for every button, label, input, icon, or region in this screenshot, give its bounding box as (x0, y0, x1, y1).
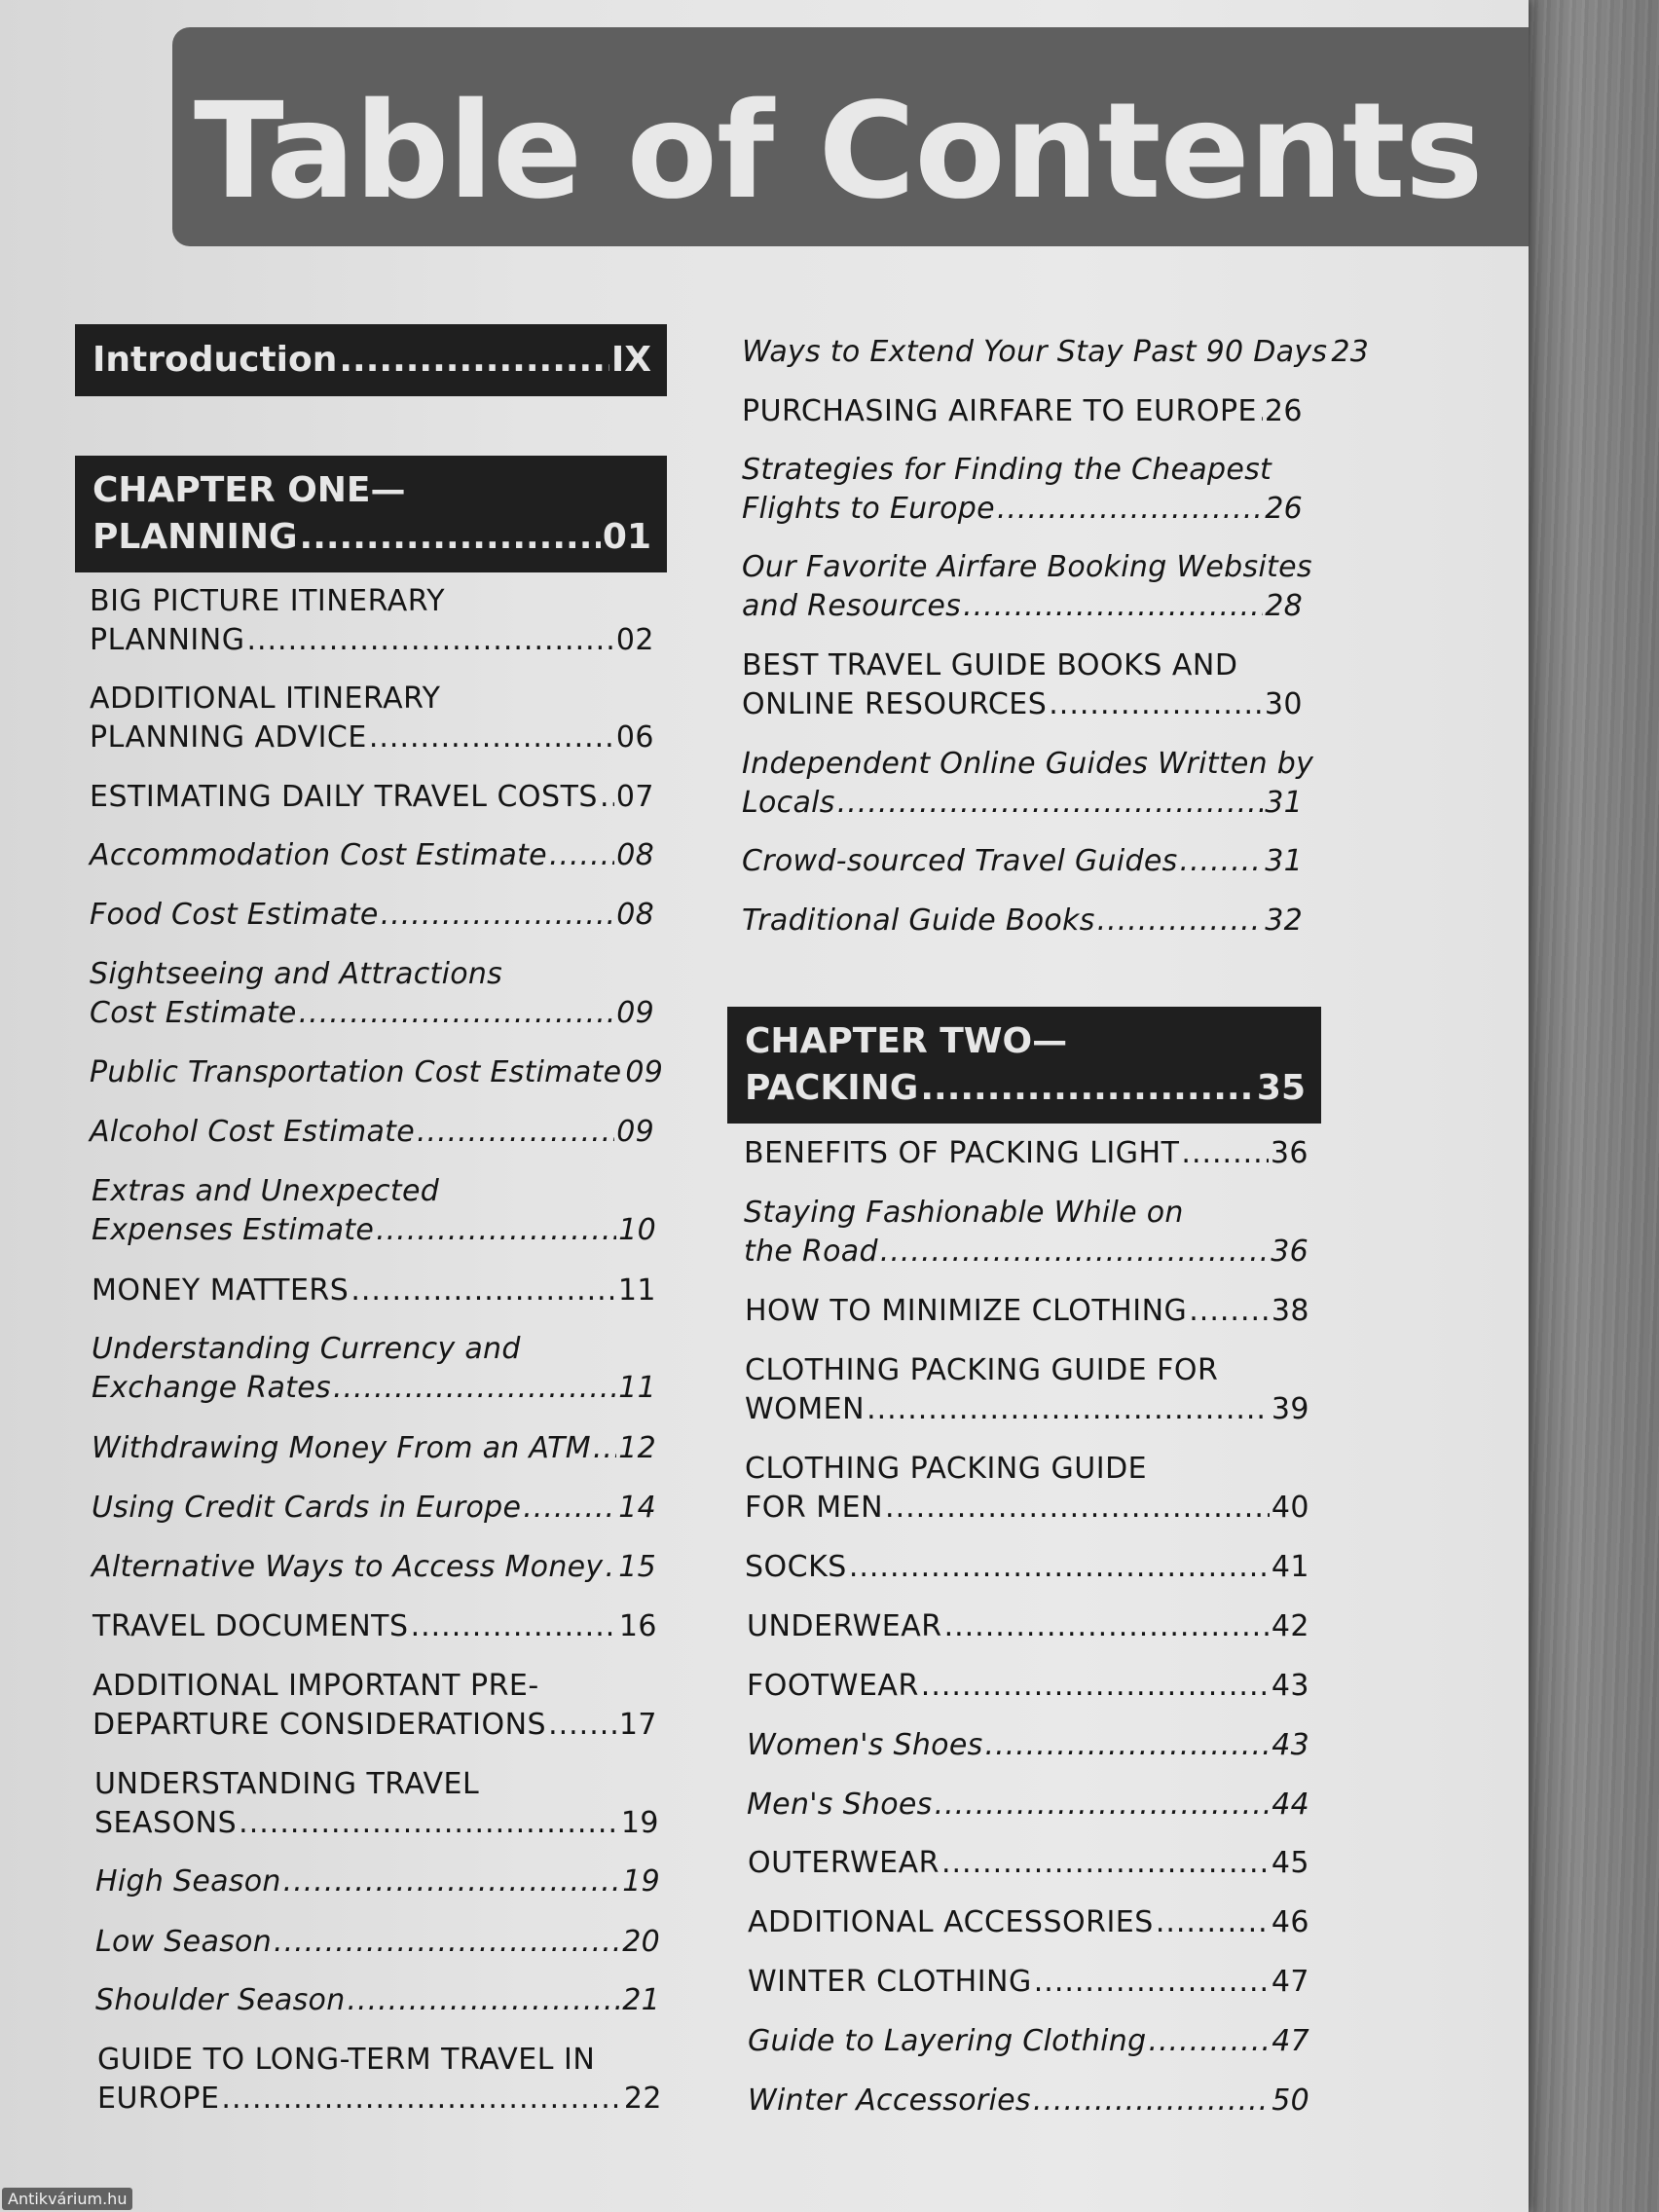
toc-entry-label: WOMEN (745, 1392, 866, 1426)
toc-entry (92, 1429, 656, 1468)
dot-leader (333, 1369, 616, 1408)
toc-entry-page: 39 (1271, 1392, 1309, 1426)
toc-entry-title-line: Sightseeing and Attractions (90, 957, 503, 991)
dot-leader (523, 1489, 616, 1528)
toc-entry-page: 26 (1264, 394, 1303, 428)
toc-entry (742, 392, 1303, 431)
chapter-one-bar (75, 456, 667, 572)
toc-entry-page: 31 (1265, 844, 1303, 878)
chapter-one-heading: CHAPTER ONE— (92, 470, 406, 510)
toc-entry (747, 1786, 1309, 1825)
toc-entry (742, 451, 1303, 529)
dot-leader (921, 1667, 1270, 1706)
toc-entry-label: and Resources (742, 589, 962, 623)
dot-leader (246, 621, 613, 660)
dot-leader (411, 1607, 617, 1646)
toc-entry (90, 896, 654, 935)
toc-entry (92, 1667, 657, 1745)
toc-entry-page: 08 (616, 898, 654, 932)
dot-leader (605, 1548, 616, 1587)
dot-leader (1148, 2022, 1270, 2061)
toc-entry-label: Expenses Estimate (92, 1213, 375, 1247)
dot-leader (1097, 902, 1264, 940)
toc-entry-page: 17 (618, 1708, 657, 1742)
toc-entry (747, 1667, 1309, 1706)
toc-entry (742, 745, 1314, 823)
toc-entry (748, 2022, 1309, 2061)
toc-entry (745, 1548, 1309, 1587)
toc-entry-page: 06 (615, 720, 654, 755)
dot-leader (369, 719, 614, 757)
toc-entry-label: Shoulder Season (95, 1983, 346, 2017)
dot-leader (283, 1862, 621, 1901)
toc-entry-label: OUTERWEAR (748, 1846, 940, 1880)
toc-entry (742, 333, 1370, 372)
toc-entry (92, 1607, 657, 1646)
toc-entry-label: the Road (744, 1235, 878, 1269)
toc-entry-title-line: CLOTHING PACKING GUIDE FOR (745, 1353, 1219, 1387)
dot-leader (350, 1272, 616, 1310)
toc-entry-page: 09 (616, 1115, 654, 1149)
toc-entry-label: FOOTWEAR (747, 1669, 919, 1703)
dot-leader (376, 1211, 616, 1250)
wooden-background (1519, 0, 1659, 2212)
toc-entry-page: 16 (618, 1609, 657, 1643)
toc-entry (92, 1272, 656, 1310)
toc-entry-label: BENEFITS OF PACKING LIGHT (744, 1136, 1180, 1170)
dot-leader (1180, 842, 1264, 881)
chapter-two-bar (727, 1007, 1321, 1124)
introduction-page: IX (610, 340, 651, 380)
toc-entry (744, 1134, 1309, 1173)
dot-leader (1156, 1903, 1270, 1942)
toc-entry-page: 21 (622, 1983, 660, 2017)
toc-entry (90, 836, 654, 875)
toc-entry (90, 1113, 654, 1152)
toc-entry-label: UNDERWEAR (747, 1609, 942, 1643)
toc-entry (95, 1862, 660, 1901)
dot-leader (239, 1804, 619, 1843)
toc-entry-label: Using Credit Cards in Europe (92, 1491, 522, 1525)
toc-entry-page: 09 (625, 1055, 664, 1089)
toc-entry (748, 1844, 1309, 1883)
toc-entry-label: SOCKS (745, 1550, 847, 1584)
toc-entry-page: 07 (615, 780, 654, 814)
dot-leader (944, 1607, 1270, 1646)
toc-entry (745, 1450, 1309, 1528)
toc-entry-title-line: Extras and Unexpected (92, 1174, 440, 1208)
dot-leader (1033, 2082, 1270, 2120)
dot-leader (221, 2080, 621, 2119)
dot-leader (880, 1233, 1269, 1272)
toc-entry-label: Ways to Extend Your Stay Past 90 Days (742, 335, 1328, 369)
chapter-two-heading: CHAPTER TWO— (745, 1021, 1068, 1061)
toc-entry-page: 42 (1271, 1609, 1309, 1643)
toc-entry-page: 19 (622, 1864, 660, 1899)
toc-entry-page: 36 (1270, 1136, 1309, 1170)
toc-entry (90, 680, 654, 757)
toc-entry-page: 23 (1331, 335, 1370, 369)
toc-entry-page: 30 (1264, 687, 1303, 721)
dot-leader (1049, 685, 1263, 724)
toc-entry-label: Winter Accessories (748, 2083, 1031, 2118)
dot-leader (997, 490, 1263, 529)
dot-leader (381, 896, 615, 935)
toc-entry (742, 548, 1312, 626)
toc-entry (94, 1765, 659, 1843)
toc-entry-title-line: GUIDE TO LONG-TERM TRAVEL IN (97, 2043, 596, 2077)
dot-leader (935, 1786, 1271, 1825)
toc-entry (95, 1981, 660, 2020)
watermark: Antikvárium.hu (2, 2188, 132, 2210)
toc-entry-label: DEPARTURE CONSIDERATIONS (92, 1708, 547, 1742)
toc-entry (742, 902, 1303, 940)
dot-leader (849, 1548, 1270, 1587)
toc-entry (97, 2041, 662, 2119)
dot-leader (963, 587, 1263, 626)
toc-entry (748, 1903, 1309, 1942)
toc-entry-title-line: BIG PICTURE ITINERARY (90, 584, 446, 618)
toc-entry-label: TRAVEL DOCUMENTS (92, 1609, 409, 1643)
toc-entry-page: 43 (1271, 1669, 1309, 1703)
toc-entry-page: 47 (1272, 2024, 1309, 2058)
page-title: Table of Contents (194, 75, 1483, 229)
toc-entry (742, 842, 1303, 881)
toc-entry-label: MONEY MATTERS (92, 1273, 350, 1308)
toc-entry (92, 1172, 656, 1250)
toc-entry-page: 43 (1272, 1728, 1309, 1762)
toc-entry-page: 02 (615, 623, 654, 657)
toc-entry (90, 582, 654, 660)
toc-entry-label: Accommodation Cost Estimate (90, 838, 547, 872)
toc-entry-label: ADDITIONAL ACCESSORIES (748, 1905, 1154, 1939)
introduction-label: Introduction (92, 340, 338, 380)
toc-entry-page: 46 (1271, 1905, 1309, 1939)
toc-entry-page: 50 (1272, 2083, 1309, 2118)
toc-entry-page: 26 (1265, 492, 1303, 526)
toc-entry (748, 1963, 1309, 2002)
dot-leader (1181, 1134, 1268, 1173)
dot-leader (274, 1923, 620, 1962)
chapter-two-label: PACKING (745, 1068, 919, 1108)
toc-entry-title-line: ADDITIONAL ITINERARY (90, 682, 441, 716)
toc-entry-title-line: ADDITIONAL IMPORTANT PRE- (92, 1669, 539, 1703)
toc-entry (90, 778, 654, 817)
toc-entry-label: HOW TO MINIMIZE CLOTHING (745, 1294, 1188, 1328)
toc-entry-label: Food Cost Estimate (90, 898, 379, 932)
title-banner (172, 27, 1529, 246)
toc-entry-page: 44 (1272, 1788, 1309, 1822)
dot-leader (600, 778, 614, 817)
toc-entry-title-line: Strategies for Finding the Cheapest (742, 453, 1272, 487)
toc-entry-label: Alternative Ways to Access Money (92, 1550, 604, 1584)
dot-leader (549, 836, 614, 875)
toc-entry-title-line: BEST TRAVEL GUIDE BOOKS AND (742, 648, 1238, 682)
toc-entry-page: 19 (620, 1806, 659, 1840)
toc-entry-page: 09 (616, 996, 654, 1030)
toc-entry-label: Cost Estimate (90, 996, 297, 1030)
toc-entry-page: 11 (617, 1273, 656, 1308)
toc-entry (742, 646, 1303, 724)
dot-leader (837, 784, 1264, 823)
toc-entry-label: Exchange Rates (92, 1371, 331, 1405)
dot-leader (417, 1113, 614, 1152)
dot-leader (1259, 392, 1263, 431)
toc-entry (748, 2082, 1309, 2120)
toc-entry-label: PURCHASING AIRFARE TO EUROPE (742, 394, 1258, 428)
toc-entry (92, 1489, 656, 1528)
dot-leader (1034, 1963, 1270, 2002)
dot-leader (548, 1706, 617, 1745)
toc-entry-page: 40 (1271, 1491, 1309, 1525)
toc-entry (744, 1194, 1309, 1272)
toc-entry-label: High Season (95, 1864, 281, 1899)
toc-entry-label: Men's Shoes (747, 1788, 933, 1822)
toc-entry-label: Flights to Europe (742, 492, 995, 526)
toc-entry-label: EUROPE (97, 2082, 220, 2116)
toc-entry (745, 1292, 1309, 1331)
chapter-one-label: PLANNING (92, 517, 298, 557)
toc-entry-page: 11 (618, 1371, 656, 1405)
dot-leader (885, 1489, 1270, 1528)
toc-entry-label: FOR MEN (745, 1491, 884, 1525)
toc-entry (747, 1607, 1309, 1646)
toc-entry-label: Guide to Layering Clothing (748, 2024, 1147, 2058)
toc-entry-title-line: Independent Online Guides Written by (742, 747, 1314, 781)
toc-entry-title-line: Our Favorite Airfare Booking Websites (742, 550, 1312, 584)
toc-entry-label: Crowd-sourced Travel Guides (742, 844, 1178, 878)
toc-entry-label: Locals (742, 786, 835, 820)
toc-entry-page: 31 (1265, 786, 1303, 820)
toc-entry (92, 1548, 656, 1587)
toc-entry-label: Withdrawing Money From an ATM (92, 1431, 591, 1465)
toc-entry-label: Low Season (95, 1925, 273, 1959)
toc-entry-page: 47 (1271, 1965, 1309, 1999)
toc-entry-label: Women's Shoes (747, 1728, 983, 1762)
toc-entry (745, 1351, 1309, 1429)
toc-entry (95, 1923, 660, 1962)
dot-leader (348, 1981, 621, 2020)
toc-entry-label: PLANNING (90, 623, 245, 657)
toc-entry-page: 20 (622, 1925, 660, 1959)
toc-entry (747, 1726, 1309, 1765)
toc-entry-title-line: UNDERSTANDING TRAVEL (94, 1767, 480, 1801)
toc-entry-label: SEASONS (94, 1806, 238, 1840)
toc-entry-label: WINTER CLOTHING (748, 1965, 1032, 1999)
toc-entry-page: 45 (1271, 1846, 1309, 1880)
dot-leader (941, 1844, 1270, 1883)
toc-entry-title-line: CLOTHING PACKING GUIDE (745, 1452, 1148, 1486)
toc-entry-page: 36 (1271, 1235, 1309, 1269)
toc-entry (92, 1330, 656, 1408)
toc-entry-page: 28 (1265, 589, 1303, 623)
toc-entry-page: 14 (618, 1491, 656, 1525)
toc-entry-label: ESTIMATING DAILY TRAVEL COSTS (90, 780, 598, 814)
toc-entry (90, 1053, 664, 1092)
toc-entry-page: 38 (1271, 1294, 1309, 1328)
toc-entry-page: 32 (1265, 903, 1303, 938)
toc-entry-label: ONLINE RESOURCES (742, 687, 1048, 721)
introduction-bar (75, 324, 667, 396)
toc-entry-label: PLANNING ADVICE (90, 720, 367, 755)
toc-entry (90, 955, 654, 1033)
dot-leader (866, 1390, 1270, 1429)
toc-entry-page: 22 (623, 2082, 662, 2116)
toc-entry-page: 08 (616, 838, 654, 872)
toc-entry-title-line: Staying Fashionable While on (744, 1196, 1184, 1230)
toc-entry-page: 15 (618, 1550, 656, 1584)
toc-entry-label: Alcohol Cost Estimate (90, 1115, 415, 1149)
toc-entry-page: 10 (618, 1213, 656, 1247)
toc-entry-title-line: Understanding Currency and (92, 1332, 521, 1366)
dot-leader (1189, 1292, 1270, 1331)
toc-entry-label: Traditional Guide Books (742, 903, 1095, 938)
dot-leader (299, 994, 615, 1033)
dot-leader (593, 1429, 616, 1468)
chapter-one-page: 01 (602, 517, 651, 557)
toc-entry-page: 41 (1271, 1550, 1309, 1584)
dot-leader (985, 1726, 1271, 1765)
toc-entry-page: 12 (618, 1431, 656, 1465)
toc-entry-label: Public Transportation Cost Estimate (90, 1055, 622, 1089)
chapter-two-page: 35 (1256, 1068, 1306, 1108)
